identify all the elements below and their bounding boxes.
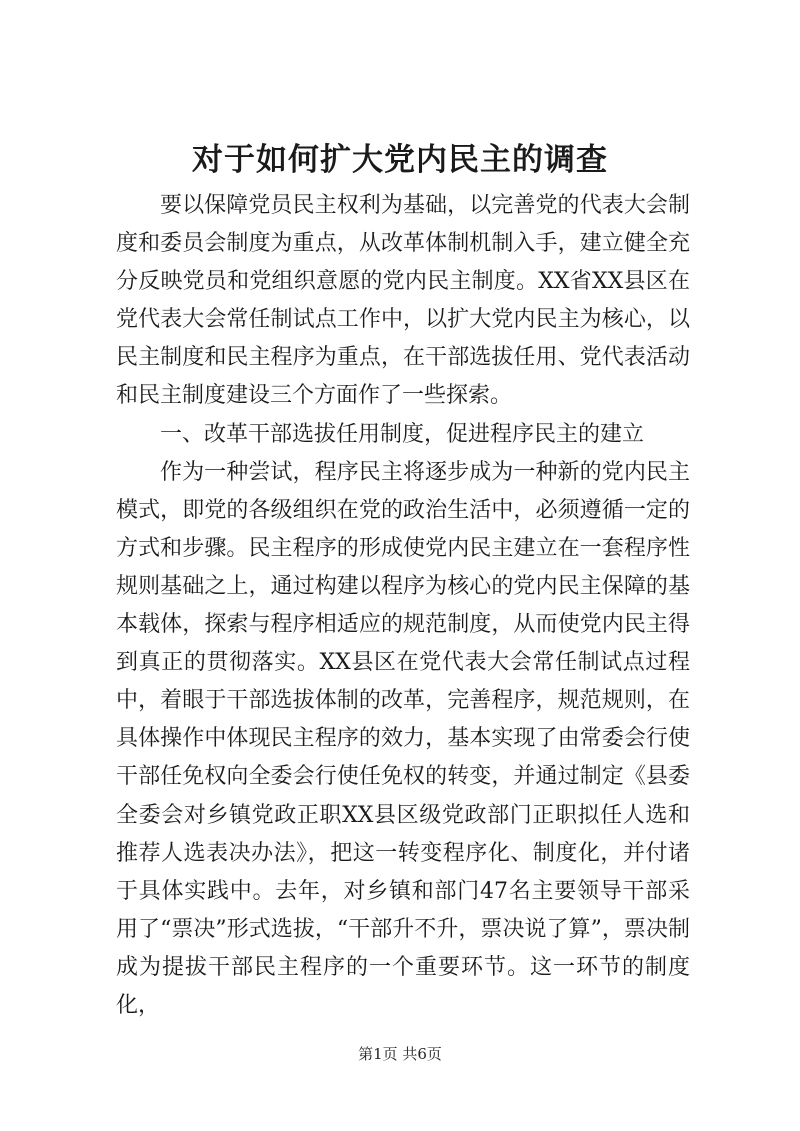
document-body xyxy=(116,187,690,1025)
paragraph-section-1: 作为一种尝试，程序民主将逐步成为一种新的党内民主模式，即党的各级组织在党的政治生活中，必须遵循一定的方式和步骤。民主程序的形成使党内民主建立在一套程序性规则基础之上，通过构建以程序为核心的党内民主保障的基本载体，探索与程序相适应的规范制度，从而使党内民主得到真正的贯彻落实。XX县区在党代表大会常任制试点过程中，着眼于干部选拔体制的改革，完善程序，规范规则，在具体操作中体现民主程序的效力，基本实现了由常委会行使干部任免权向全委会行使任免权的转变，并通过制定《县委全委会对乡镇党政正职XX县区级党政部门正职拟任人选和推荐人选表决办法》，把这一转变程序化、制度化，并付诸于具体实践中。去年，对乡镇和部门47名主要领导干部采用了“票决”形式选拔，“干部升不升，票决说了算”，票决制成为提拔干部民主程序的一个重要环节。这一环节的制度化， xyxy=(116,459,690,1018)
page-number: 第1页 共6页 xyxy=(358,1045,442,1063)
section-heading-1: 一、改革干部选拔任用制度，促进程序民主的建立 xyxy=(160,421,645,447)
document-title: 对于如何扩大党内民主的调查 xyxy=(192,142,608,178)
paragraph-intro: 要以保障党员民主权利为基础，以完善党的代表大会制度和委员会制度为重点，从改革体制机制入手，建立健全充分反映党员和党组织意愿的党内民主制度。XX省XX县区在党代表大会常任制试点工作中，以扩大党内民主为核心，以民主制度和民主程序为重点，在干部选拔任用、党代表活动和民主制度建设三个方面作了一些探索。 xyxy=(116,193,690,409)
